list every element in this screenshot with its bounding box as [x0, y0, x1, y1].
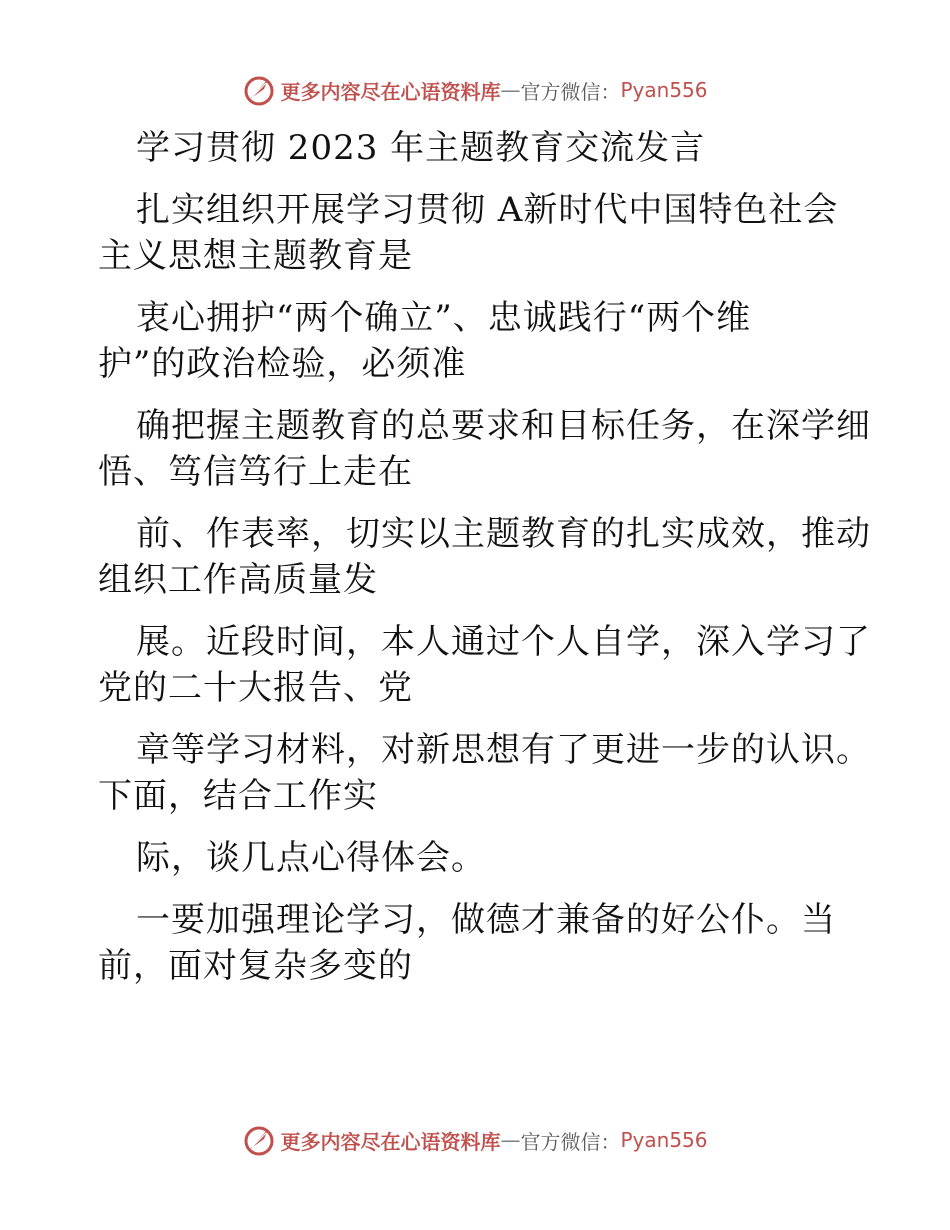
paragraph-line: 确把握主题教育的总要求和目标任务，在深学细	[136, 406, 871, 446]
watermark-separator: —	[500, 78, 521, 102]
paragraph-line: 护”的政治检验，必须准	[98, 344, 467, 384]
paragraph-line: 际，谈几点心得体会。	[136, 838, 486, 878]
paragraph-line: 党的二十大报告、党	[98, 668, 413, 708]
watermark-account: Pyan556	[620, 1128, 708, 1152]
watermark-wechat-label: 官方微信：	[520, 79, 621, 104]
header-watermark	[0, 70, 950, 110]
quill-logo-icon	[242, 1123, 276, 1157]
document-body	[98, 125, 871, 989]
document-title: 学习贯彻 2023 年主题教育交流发言	[136, 128, 706, 168]
paragraph-line: 章等学习材料，对新思想有了更进一步的认识。	[136, 730, 871, 770]
paragraph-line: 主义思想主题教育是	[98, 236, 413, 276]
watermark-account: Pyan556	[620, 78, 708, 102]
paragraph-line: 悟、笃信笃行上走在	[98, 452, 413, 492]
paragraph-line: 组织工作高质量发	[98, 560, 378, 600]
watermark-separator: —	[500, 1128, 521, 1152]
footer-watermark	[0, 1120, 950, 1160]
watermark-brand: 更多内容尽在心语资料库	[280, 1129, 501, 1154]
watermark-brand: 更多内容尽在心语资料库	[280, 79, 501, 104]
paragraph-line: 一要加强理论学习，做德才兼备的好公仆。当	[136, 900, 836, 940]
paragraph-line: 下面，结合工作实	[98, 776, 378, 816]
quill-logo-icon	[242, 73, 276, 107]
paragraph-line: 前、作表率，切实以主题教育的扎实成效，推动	[136, 514, 871, 554]
watermark-wechat-label: 官方微信：	[520, 1129, 621, 1154]
paragraph-line: 扎实组织开展学习贯彻 A新时代中国特色社会	[136, 190, 839, 230]
paragraph-line: 展。近段时间，本人通过个人自学，深入学习了	[136, 622, 871, 662]
paragraph-line: 前，面对复杂多变的	[98, 946, 413, 986]
paragraph-line: 衷心拥护“两个确立”、忠诚践行“两个维	[136, 298, 752, 338]
